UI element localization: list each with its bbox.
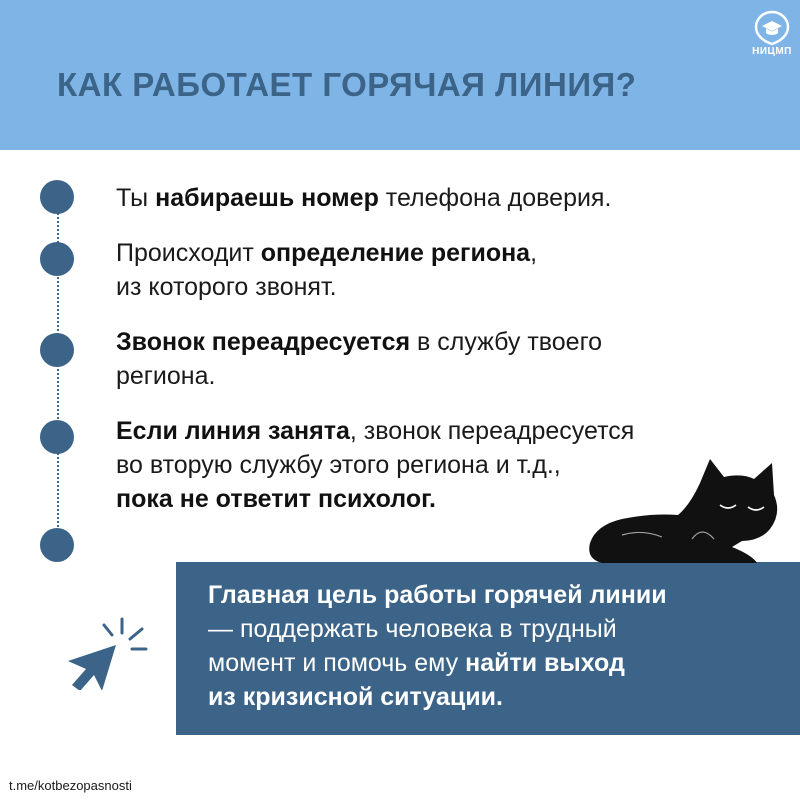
text-bold: Если линия занята bbox=[116, 417, 350, 445]
text-regular: , звонок переадресуется bbox=[349, 417, 635, 445]
step-1 bbox=[116, 181, 776, 215]
text-regular: в службу твоего bbox=[410, 328, 603, 356]
text-bold: определение региона bbox=[260, 239, 531, 267]
timeline-dot bbox=[40, 333, 74, 367]
cat-illustration bbox=[582, 455, 792, 570]
timeline-dot bbox=[40, 180, 74, 214]
footer-link[interactable]: t.me/kotbezopasnosti bbox=[9, 778, 132, 793]
timeline-dot bbox=[40, 420, 74, 454]
text-regular: телефона доверия. bbox=[378, 184, 612, 212]
text-regular: Происходит bbox=[116, 239, 261, 267]
logo bbox=[748, 10, 796, 66]
text-bold: из кризисной ситуации. bbox=[208, 683, 503, 711]
text-bold: найти выход bbox=[465, 649, 625, 677]
text-regular: момент и помочь ему bbox=[208, 649, 466, 677]
text-regular: — поддержать человека в трудный bbox=[208, 615, 617, 643]
timeline-dot bbox=[40, 242, 74, 276]
cursor-click-icon bbox=[60, 615, 150, 690]
text-regular: во вторую службу этого региона и т.д., bbox=[116, 451, 561, 479]
step-2 bbox=[116, 236, 776, 304]
text-regular: из которого звонят. bbox=[116, 273, 337, 301]
text-bold: набираешь номер bbox=[155, 184, 379, 212]
logo-shield-icon bbox=[748, 10, 796, 46]
text-bold: Звонок переадресуется bbox=[116, 328, 411, 356]
page-title: КАК РАБОТАЕТ ГОРЯЧАЯ ЛИНИЯ? bbox=[57, 66, 637, 103]
text-regular: региона. bbox=[116, 362, 216, 390]
text-regular: Ты bbox=[116, 184, 156, 212]
logo-text: НИЦМП bbox=[752, 46, 792, 57]
timeline-dot bbox=[40, 528, 74, 562]
text-bold: Главная цель работы горячей линии bbox=[208, 581, 667, 609]
text-regular: , bbox=[530, 239, 538, 267]
step-3 bbox=[116, 325, 776, 393]
text-bold: пока не ответит психолог. bbox=[116, 485, 436, 513]
goal-text bbox=[208, 578, 783, 714]
